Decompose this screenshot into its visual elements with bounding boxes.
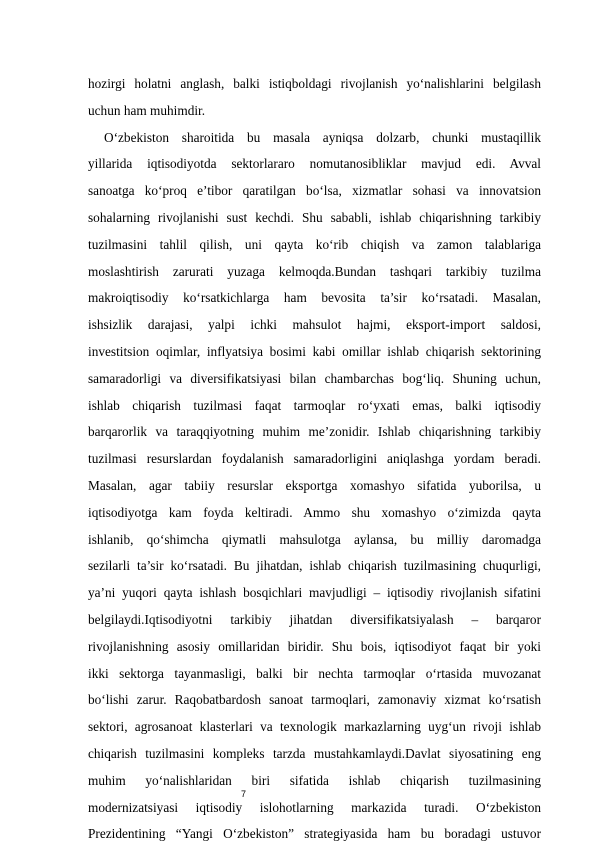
text-line: ishlab chiqarish tuzilmasi faqat tarmoqlar ro‘yxati emas, balki iqtisodiy (88, 397, 541, 413)
text-line: investitsion oqimlar, inflyatsiya bosimi kabi omillar ishlab chiqarish sektorining (88, 343, 541, 359)
text-line: moslashtirish zarurati yuzaga kelmoqda.Bundan tashqari tarkibiy tuzilma (88, 263, 541, 279)
text-line: sektori, agrosanoat klasterlari va texnologik markazlarning uyg‘un rivoji ishlab (88, 719, 541, 735)
text-line: belgilaydi.Iqtisodiyotni tarkibiy jihatdan diversifikatsiyalash – barqaror (88, 611, 541, 627)
text-line: muhim yo‘nalishlaridan biri sifatida ishlab chiqarish tuzilmasining (88, 772, 541, 788)
text-line: iqtisodiyotga kam foyda keltiradi. Ammo shu xomashyo o‘zimizda qayta (88, 504, 541, 520)
text-line: chiqarish tuzilmasini kompleks tarzda mustahkamlaydi.Davlat siyosatining eng (88, 745, 541, 761)
text-line: ishsizlik darajasi, yalpi ichki mahsulot hajmi, eksport-import saldosi, (88, 317, 541, 333)
text-line: tuzilmasini tahlil qilish, uni qayta ko‘rib chiqish va zamon talablariga (88, 236, 541, 252)
text-line: Masalan, agar tabiiy resurslar eksportga xomashyo sifatida yuborilsa, u (88, 477, 541, 493)
text-line: samaradorligi va diversifikatsiyasi bilan chambarchas bog‘liq. Shuning uchun, (88, 370, 541, 386)
text-line: tuzilmasi resurslardan foydalanish samaradorligini aniqlashga yordam beradi. (88, 451, 541, 467)
text-line: ya’ni yuqori qayta ishlash bosqichlari mavjudligi – iqtisodiy rivojlanish sifatini (88, 585, 541, 601)
text-line: makroiqtisodiy ko‘rsatkichlarga ham bevosita ta’sir ko‘rsatadi. Masalan, (88, 290, 541, 306)
text-line: ikki sektorga tayanmasligi, balki bir nechta tarmoqlar o‘rtasida muvozanat (88, 665, 541, 681)
text-line: yillarida iqtisodiyotda sektorlararo nomutanosibliklar mavjud edi. Avval (88, 156, 541, 172)
text-line: uchun ham muhimdir. (88, 102, 206, 118)
text-line: sohalarning rivojlanishi sust kechdi. Shu sababli, ishlab chiqarishning tarkibiy (88, 209, 541, 225)
text-line: hozirgi holatni anglash, balki istiqboldagi rivojlanish yo‘nalishlarini belgilash (88, 76, 541, 91)
text-line: barqarorlik va taraqqiyotning muhim me’zonidir. Ishlab chiqarishning tarkibiy (88, 424, 541, 440)
page-number: 7 (241, 789, 247, 799)
text-line: sanoatga ko‘proq e’tibor qaratilgan bo‘lsa, xizmatlar sohasi va innovatsion (88, 183, 541, 199)
text-line: ishlanib, qo‘shimcha qiymatli mahsulotga aylansa, bu milliy daromadga (88, 531, 541, 547)
text-line: sezilarli ta’sir ko‘rsatadi. Bu jihatdan, ishlab chiqarish tuzilmasining chuqurligi, (88, 558, 541, 574)
text-line: O‘zbekiston sharoitida bu masala ayniqsa dolzarb, chunki mustaqillik (104, 129, 541, 145)
text-line: bo‘lishi zarur. Raqobatbardosh sanoat tarmoqlari, zamonaviy xizmat ko‘rsatish (88, 692, 541, 708)
text-line: modernizatsiyasi iqtisodiy islohotlarning markazida turadi. O‘zbekiston (88, 799, 541, 815)
text-line: rivojlanishning asosiy omillaridan biridir. Shu bois, iqtisodiyot faqat bir yoki (88, 638, 541, 654)
body-text (88, 71, 541, 848)
text-line: Prezidentining “Yangi O‘zbekiston” strategiyasida ham bu boradagi ustuvor (88, 826, 541, 842)
